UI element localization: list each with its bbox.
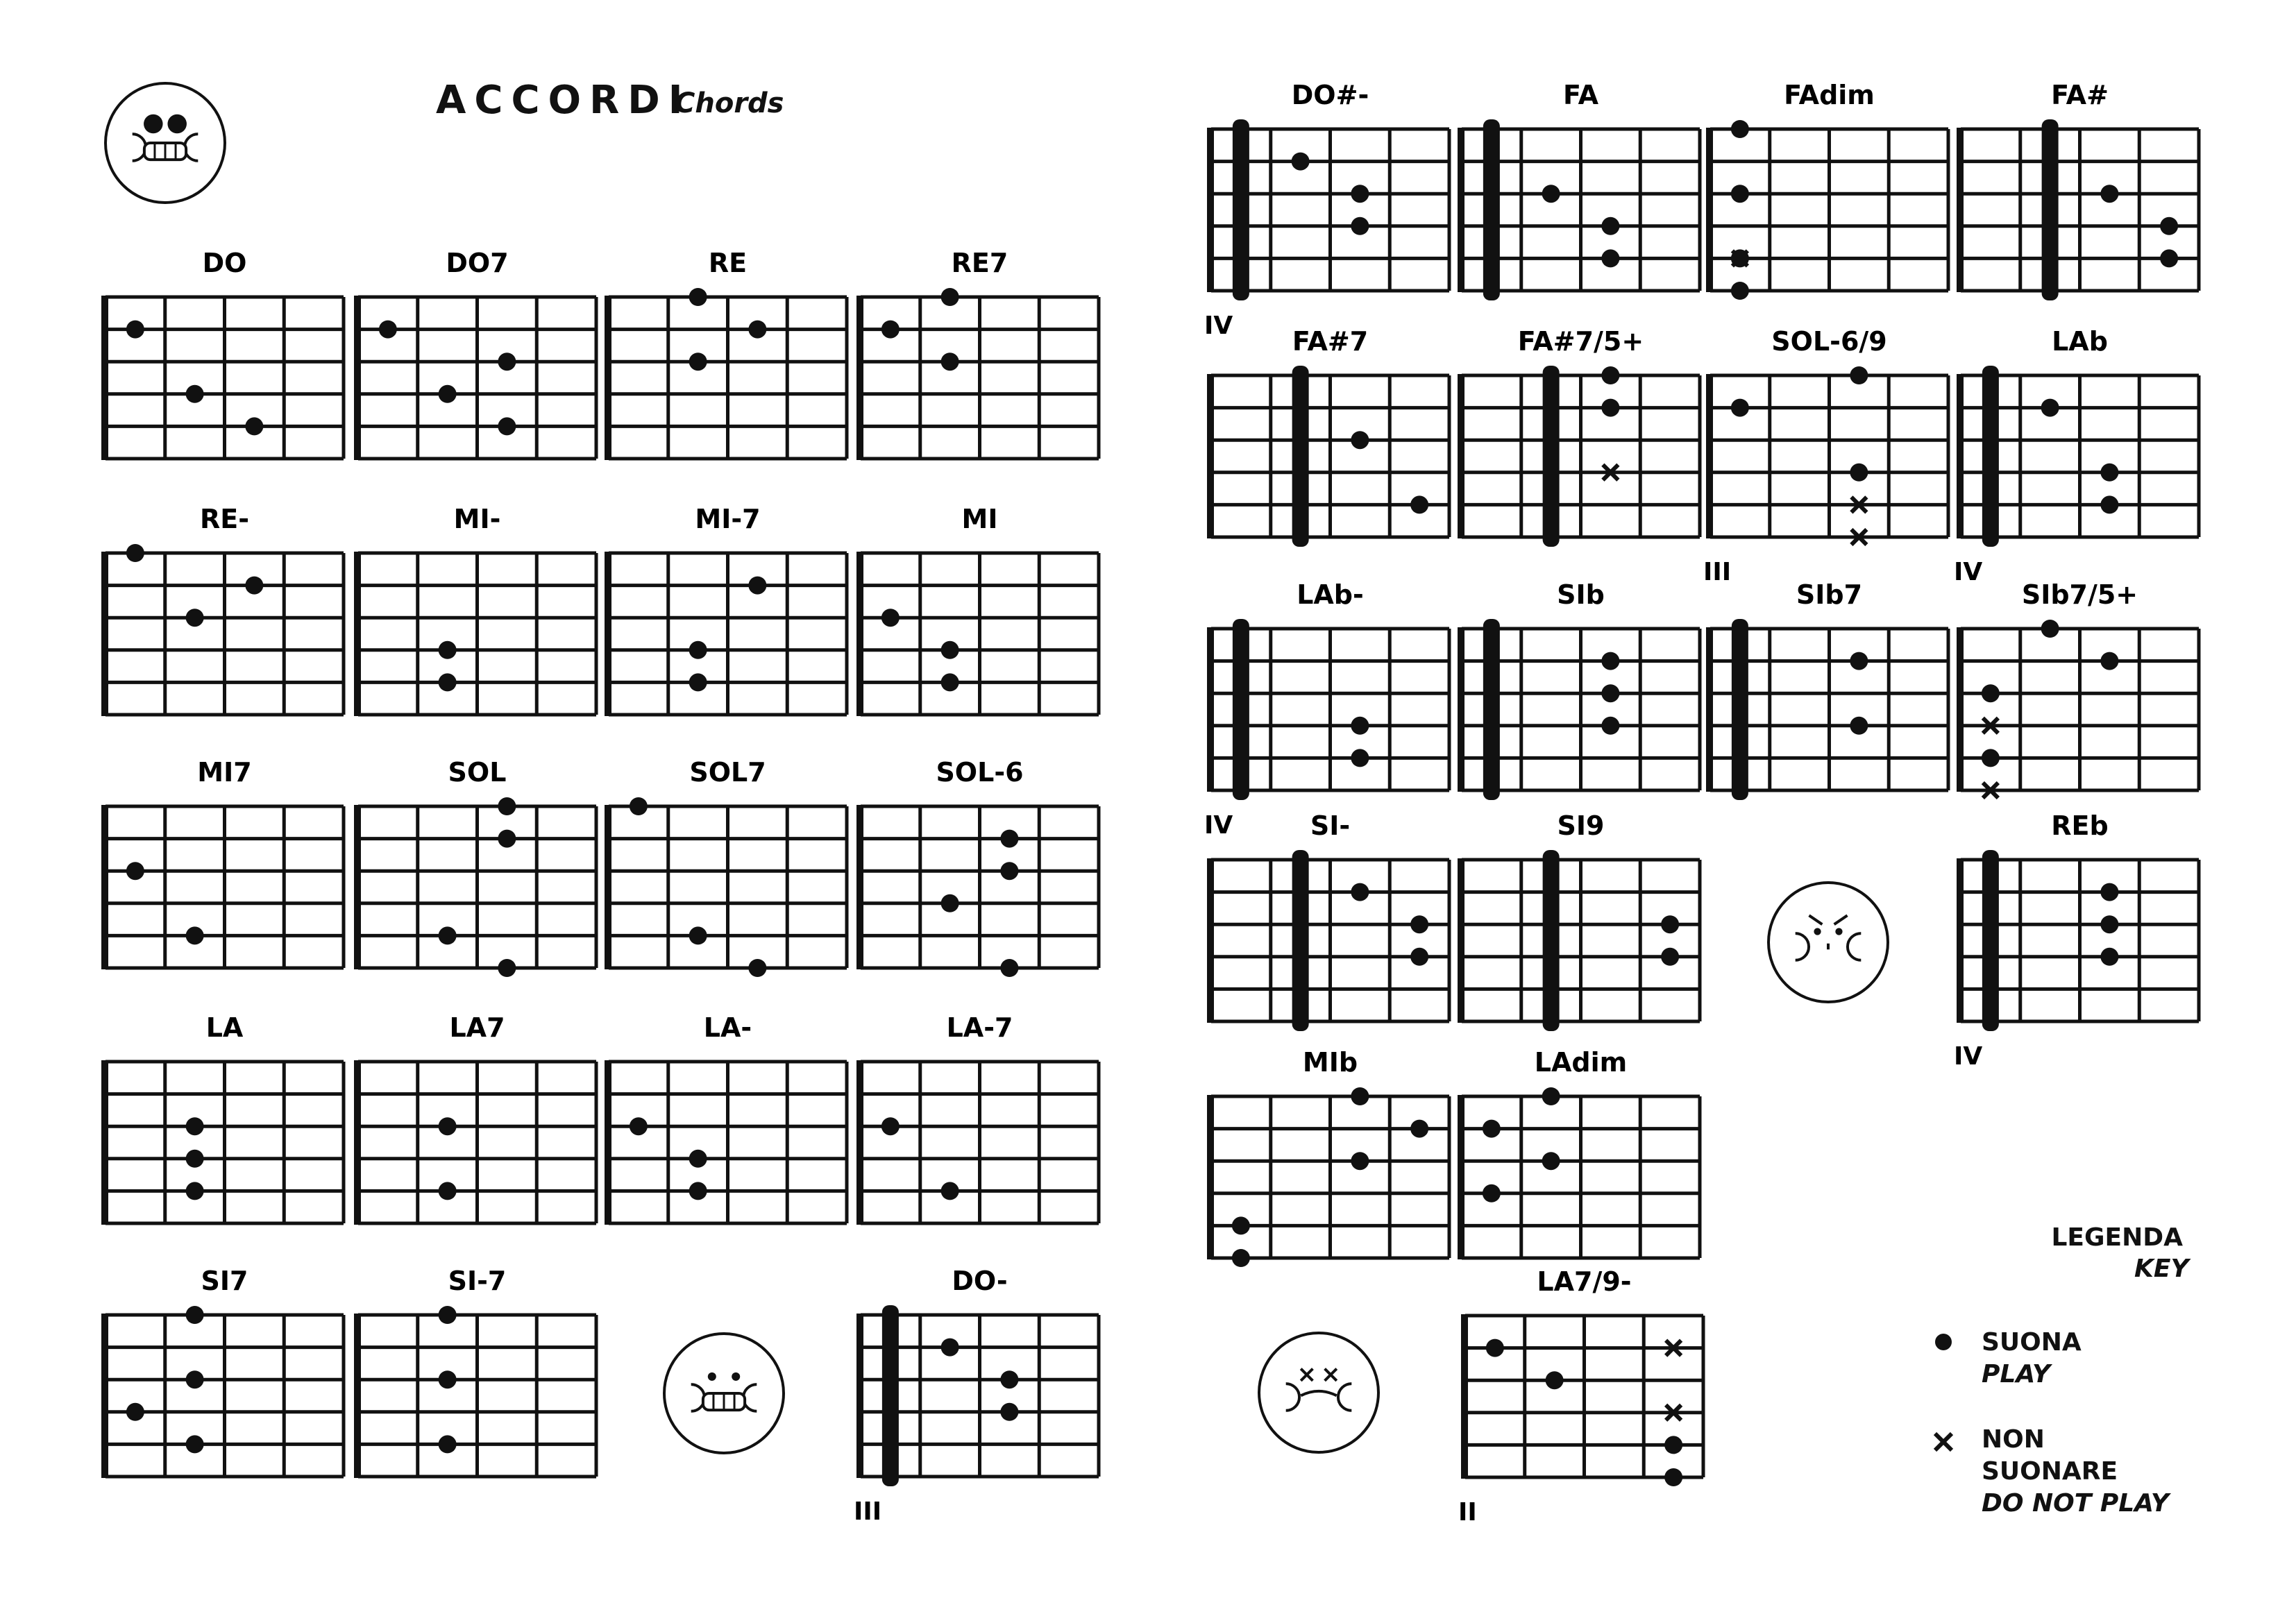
nut: [1957, 128, 1964, 292]
nut: [101, 296, 108, 460]
finger-dot: [1542, 185, 1560, 203]
finger-dot: [1661, 948, 1679, 966]
fret-position: IV: [1954, 1042, 1983, 1071]
finger-dot: [1410, 948, 1428, 966]
fret-position: IV: [1204, 811, 1233, 840]
finger-dot: [186, 1306, 204, 1324]
chord-diagram: [1458, 326, 1700, 547]
chord-name: LAdim: [1534, 1047, 1628, 1078]
fret-position: III: [1703, 558, 1732, 586]
nut: [1207, 374, 1214, 538]
finger-dot: [941, 894, 959, 912]
finger-dot: [748, 577, 766, 595]
finger-dot: [126, 1403, 144, 1421]
finger-dot: [941, 352, 959, 371]
finger-dot: [1850, 464, 1868, 482]
nut: [1957, 858, 1964, 1023]
finger-dot: [439, 1435, 457, 1453]
finger-dot: [941, 288, 959, 306]
nut: [1207, 627, 1214, 792]
chord-diagram: [1954, 326, 2199, 586]
finger-dot: [186, 1117, 204, 1135]
nut: [1458, 627, 1464, 792]
finger-dot: [186, 385, 204, 403]
nut: [354, 552, 361, 716]
nut: [354, 1060, 361, 1225]
finger-dot: [941, 673, 959, 691]
chord-diagram: [1207, 810, 1449, 1031]
chord-name: SI-7: [448, 1266, 507, 1296]
chord-diagram: [856, 1012, 1099, 1225]
nut: [1458, 1095, 1464, 1259]
finger-dot: [1601, 366, 1619, 384]
finger-dot: [439, 673, 457, 691]
nut: [1957, 374, 1964, 538]
finger-dot: [1351, 1087, 1369, 1105]
finger-dot: [1351, 185, 1369, 203]
finger-dot: [186, 609, 204, 627]
legend-mute-text-en: DO NOT PLAY: [1982, 1489, 2169, 1518]
finger-dot: [1000, 1370, 1018, 1388]
finger-dot: [748, 959, 766, 977]
chord-diagram: [1706, 80, 1948, 300]
finger-dot: [498, 352, 516, 371]
nut: [605, 805, 611, 969]
finger-dot: [498, 959, 516, 977]
finger-dot: [2160, 217, 2178, 235]
finger-dot: [1232, 1249, 1250, 1267]
finger-dot: [1542, 1152, 1560, 1170]
finger-dot: [245, 417, 263, 435]
finger-dot: [1731, 120, 1749, 138]
finger-dot: [126, 862, 144, 880]
finger-dot: [2100, 495, 2118, 513]
chord-name: SOL-6/9: [1771, 326, 1887, 357]
finger-dot: [186, 1370, 204, 1388]
chord-diagram: [1957, 80, 2199, 300]
legend-mute-label: [1982, 1424, 2169, 1520]
finger-dot: [1601, 717, 1619, 735]
nut: [1957, 627, 1964, 792]
finger-dot: [1546, 1371, 1564, 1389]
finger-dot: [1850, 717, 1868, 735]
chord-name: SIb7/5+: [2021, 579, 2138, 610]
chord-diagram: [101, 1266, 344, 1478]
finger-dot: [941, 641, 959, 659]
chord-diagram: [1957, 579, 2199, 798]
chord-diagram: [1207, 326, 1449, 547]
chord-diagram: [605, 757, 847, 977]
chord-diagram: [1954, 810, 2199, 1071]
nut: [1706, 128, 1713, 292]
finger-dot: [1661, 915, 1679, 933]
chord-diagram: [1458, 579, 1700, 800]
finger-dot: [1601, 217, 1619, 235]
finger-dot: [2041, 399, 2059, 417]
chord-diagram: [605, 504, 847, 716]
legend-play-dot-icon: [1935, 1334, 1952, 1350]
finger-dot: [1850, 366, 1868, 384]
barre: [1233, 619, 1249, 800]
finger-dot: [1351, 883, 1369, 901]
finger-dot: [439, 1306, 457, 1324]
chord-name: LA-: [703, 1012, 752, 1043]
barre: [1233, 119, 1249, 300]
chord-diagram: [1706, 579, 1948, 800]
legend-subtitle: KEY: [2134, 1255, 2189, 1283]
chord-name: SI-: [1310, 810, 1351, 841]
finger-dot: [186, 926, 204, 944]
angry-face-icon: [1769, 883, 1888, 1002]
finger-dot: [1982, 749, 2000, 767]
chord-diagram: [856, 504, 1099, 716]
finger-dot: [2100, 883, 2118, 901]
barre: [1543, 850, 1560, 1031]
chord-diagram: [354, 1012, 596, 1225]
finger-dot: [1000, 959, 1018, 977]
finger-dot: [1542, 1087, 1560, 1105]
chord-name: LAb-: [1297, 579, 1364, 610]
finger-dot: [1486, 1339, 1504, 1357]
fret-position: II: [1458, 1498, 1477, 1527]
chord-name: FA#7: [1292, 326, 1369, 357]
legend-mute-text-1: NON: [1982, 1425, 2045, 1454]
finger-dot: [186, 1182, 204, 1200]
finger-dot: [748, 321, 766, 339]
nut: [856, 552, 863, 716]
nut: [1207, 128, 1214, 292]
finger-dot: [1731, 282, 1749, 300]
chord-diagram: [101, 757, 344, 969]
finger-dot: [1850, 652, 1868, 670]
nut: [1706, 374, 1713, 538]
finger-dot: [1000, 830, 1018, 848]
nut: [605, 552, 611, 716]
finger-dot: [2100, 915, 2118, 933]
finger-dot: [689, 673, 707, 691]
chord-diagram: [101, 248, 344, 460]
chord-name: MI-7: [695, 504, 761, 534]
dizzy-face-icon: [1259, 1333, 1378, 1452]
chord-diagram: [1703, 326, 1948, 586]
fret-position: IV: [1954, 558, 1983, 586]
finger-dot: [245, 577, 263, 595]
nut: [856, 805, 863, 969]
finger-dot: [379, 321, 397, 339]
legend-play-text: SUONA: [1982, 1328, 2082, 1357]
finger-dot: [1601, 652, 1619, 670]
chord-name: MIb: [1302, 1047, 1358, 1078]
finger-dot: [439, 1370, 457, 1388]
chord-name: LA: [205, 1012, 244, 1043]
chord-name: REb: [2051, 810, 2109, 841]
legend-mute-x-icon: [1935, 1434, 1952, 1450]
barre: [1292, 850, 1309, 1031]
finger-dot: [1982, 684, 2000, 702]
chord-diagram: [1458, 810, 1700, 1031]
legend-title: LEGENDA: [2051, 1223, 2183, 1252]
chord-name: LA7/9-: [1537, 1266, 1632, 1297]
chord-name: MI7: [197, 757, 252, 788]
barre: [1982, 850, 1999, 1031]
chord-diagram: [354, 248, 596, 460]
finger-dot: [2100, 652, 2118, 670]
nut: [1706, 627, 1713, 792]
finger-dot: [689, 288, 707, 306]
chord-diagram: [354, 757, 596, 977]
legend-play-text-en: PLAY: [1982, 1360, 2051, 1388]
chord-diagram: [1458, 1047, 1700, 1259]
chord-diagram: [101, 1012, 344, 1225]
finger-dot: [881, 609, 900, 627]
chord-name: FA#: [2051, 80, 2109, 110]
finger-dot: [689, 641, 707, 659]
barre: [1483, 619, 1500, 800]
chord-diagram: [1204, 80, 1449, 340]
chord-diagram: [1458, 1266, 1703, 1527]
finger-dot: [439, 926, 457, 944]
chord-name: FAdim: [1784, 80, 1875, 110]
finger-dot: [689, 352, 707, 371]
chord-diagram: [1207, 1047, 1449, 1267]
finger-dot: [186, 1150, 204, 1168]
finger-dot: [1351, 717, 1369, 735]
chord-diagram: [1458, 80, 1700, 300]
finger-dot: [630, 1117, 648, 1135]
nut: [354, 805, 361, 969]
barre: [1483, 119, 1500, 300]
finger-dot: [2041, 620, 2059, 638]
finger-dot: [1601, 684, 1619, 702]
chord-name: FA#7/5+: [1517, 326, 1644, 357]
finger-dot: [1601, 249, 1619, 267]
chord-name: SIb: [1557, 579, 1605, 610]
finger-dot: [126, 544, 144, 562]
finger-dot: [1731, 185, 1749, 203]
finger-dot: [1410, 495, 1428, 513]
chord-name: SOL: [448, 757, 507, 788]
nut: [1207, 858, 1214, 1023]
finger-dot: [1410, 1120, 1428, 1138]
finger-dot: [439, 1182, 457, 1200]
chord-name: SI9: [1557, 810, 1605, 841]
finger-dot: [1000, 1403, 1018, 1421]
chord-name: DO#-: [1291, 80, 1369, 110]
finger-dot: [439, 385, 457, 403]
finger-dot: [1351, 217, 1369, 235]
nut: [605, 296, 611, 460]
nut: [1458, 374, 1464, 538]
finger-dot: [2100, 464, 2118, 482]
nut: [101, 552, 108, 716]
nut: [1458, 128, 1464, 292]
barre: [1292, 366, 1309, 547]
finger-dot: [439, 1117, 457, 1135]
page-subtitle: Chords: [675, 87, 784, 119]
finger-dot: [941, 1339, 959, 1357]
chord-name: LA-7: [946, 1012, 1013, 1043]
chord-name: RE7: [951, 248, 1008, 278]
grinning-face-icon: [664, 1334, 784, 1453]
finger-dot: [881, 321, 900, 339]
chord-diagram: [854, 1266, 1099, 1526]
nut: [856, 1060, 863, 1225]
chord-diagram: [354, 504, 596, 716]
fret-position: IV: [1204, 312, 1233, 340]
finger-dot: [1410, 915, 1428, 933]
finger-dot: [689, 1182, 707, 1200]
finger-dot: [689, 1150, 707, 1168]
finger-dot: [2100, 948, 2118, 966]
finger-dot: [1664, 1436, 1682, 1454]
nut: [354, 296, 361, 460]
legend-play-label: [1982, 1327, 2082, 1391]
finger-dot: [1483, 1120, 1501, 1138]
nut: [1458, 858, 1464, 1023]
legend-mute-text-2: SUONARE: [1982, 1457, 2118, 1486]
finger-dot: [1351, 431, 1369, 449]
nut: [856, 1314, 863, 1478]
finger-dot: [1351, 1152, 1369, 1170]
chord-diagram: [101, 504, 344, 716]
nut: [101, 1314, 108, 1478]
finger-dot: [941, 1182, 959, 1200]
finger-dot: [126, 321, 144, 339]
chord-name: MI-: [453, 504, 501, 534]
chord-name: MI: [961, 504, 998, 534]
finger-dot: [630, 797, 648, 815]
finger-dot: [1601, 399, 1619, 417]
chord-name: SIb7: [1796, 579, 1863, 610]
finger-dot: [498, 830, 516, 848]
finger-dot: [689, 926, 707, 944]
barre: [1982, 366, 1999, 547]
chord-name: FA: [1562, 80, 1599, 110]
barre: [1543, 366, 1560, 547]
chord-name: DO7: [446, 248, 509, 278]
chord-name: RE: [708, 248, 748, 278]
chord-name: LA7: [449, 1012, 505, 1043]
finger-dot: [498, 417, 516, 435]
chord-name: RE-: [200, 504, 249, 534]
nut: [101, 1060, 108, 1225]
finger-dot: [1664, 1468, 1682, 1486]
fret-position: III: [854, 1497, 882, 1526]
nut: [101, 805, 108, 969]
chord-diagram: [605, 1012, 847, 1225]
finger-dot: [439, 641, 457, 659]
nut: [354, 1314, 361, 1478]
chord-diagram: [856, 757, 1099, 977]
finger-dot: [498, 797, 516, 815]
chord-name: SOL-6: [936, 757, 1024, 788]
finger-dot: [186, 1435, 204, 1453]
chord-diagram: [856, 248, 1099, 460]
barre: [2042, 119, 2059, 300]
chord-diagram: [605, 248, 847, 460]
chord-name: SI7: [201, 1266, 248, 1296]
chord-name: LAb: [2052, 326, 2108, 357]
finger-dot: [1731, 399, 1749, 417]
finger-dot: [1483, 1184, 1501, 1203]
chord-name: SOL7: [689, 757, 766, 788]
smiling-face-icon: [105, 83, 225, 203]
chord-name: DO-: [952, 1266, 1008, 1296]
barre: [882, 1305, 899, 1486]
nut: [1207, 1095, 1214, 1259]
finger-dot: [1292, 153, 1310, 171]
chord-diagram: [354, 1266, 596, 1478]
page-title: ACCORDI: [436, 78, 691, 123]
nut: [856, 296, 863, 460]
nut: [605, 1060, 611, 1225]
finger-dot: [2160, 249, 2178, 267]
barre: [1732, 619, 1748, 800]
finger-dot: [881, 1117, 900, 1135]
chord-name: DO: [202, 248, 247, 278]
finger-dot: [1351, 749, 1369, 767]
finger-dot: [1000, 862, 1018, 880]
finger-dot: [2100, 185, 2118, 203]
nut: [1461, 1314, 1468, 1479]
chord-diagram: [1204, 579, 1449, 840]
finger-dot: [1232, 1216, 1250, 1234]
